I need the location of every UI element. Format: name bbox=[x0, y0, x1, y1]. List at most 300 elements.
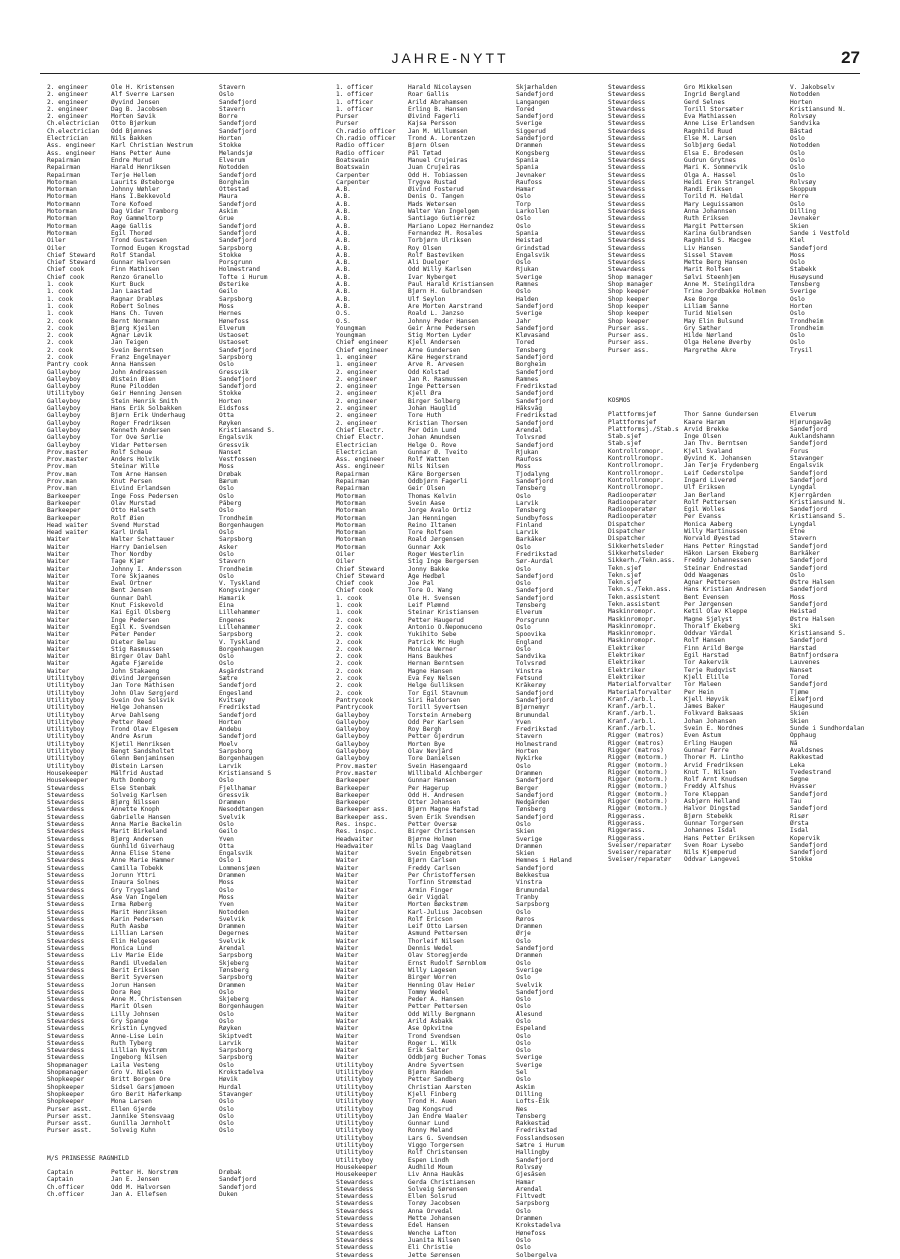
crew-row bbox=[608, 252, 880, 259]
crew-rank: Waiter bbox=[336, 1032, 359, 1040]
crew-row bbox=[336, 719, 606, 726]
crew-name: Glenn Benjaminsen bbox=[111, 755, 175, 763]
crew-row bbox=[47, 894, 309, 901]
crew-rank: Barkeeper bbox=[336, 784, 370, 792]
crew-row bbox=[608, 565, 880, 572]
crew-name: Fernandez M. Rosales bbox=[408, 229, 483, 237]
crew-rank: 2. cook bbox=[47, 317, 74, 325]
crew-row bbox=[608, 842, 880, 849]
crew-rank: Stewardess bbox=[608, 208, 646, 216]
crew-name: Jan M. Willumsen bbox=[408, 127, 468, 135]
crew-row bbox=[336, 1193, 606, 1200]
crew-row bbox=[336, 303, 606, 310]
crew-name: Even Åstum bbox=[684, 732, 722, 740]
crew-hometown: Oslo bbox=[790, 135, 805, 143]
crew-rank: Waiter bbox=[47, 653, 70, 661]
crew-rank: Stewardess bbox=[608, 259, 646, 267]
crew-rank: Purser ass. bbox=[608, 324, 649, 332]
crew-name: Torill Syvertsen bbox=[408, 704, 468, 712]
crew-name: Øivind Fagerli bbox=[408, 113, 461, 121]
crew-name: Dennis Wedel bbox=[408, 945, 453, 953]
crew-name: Ruth Eriksen bbox=[684, 215, 729, 223]
crew-row bbox=[47, 1069, 309, 1076]
crew-row bbox=[47, 398, 309, 405]
crew-row bbox=[336, 821, 606, 828]
crew-hometown: Sandefjord bbox=[516, 988, 554, 996]
crew-row bbox=[47, 1025, 309, 1032]
crew-row bbox=[47, 551, 309, 558]
crew-rank: 1. cook bbox=[47, 310, 74, 318]
crew-row bbox=[608, 433, 880, 440]
crew-row bbox=[608, 783, 880, 790]
crew-row bbox=[336, 485, 606, 492]
crew-rank: Waiter bbox=[336, 996, 359, 1004]
crew-row bbox=[47, 390, 309, 397]
crew-name: Johan Amundsen bbox=[408, 434, 461, 442]
crew-row bbox=[47, 602, 309, 609]
crew-rank: Radio officer bbox=[336, 149, 385, 157]
crew-name: Peder A. Hansen bbox=[408, 996, 464, 1004]
crew-name: Tor Aakervik bbox=[684, 659, 729, 667]
crew-hometown: Skiptvedt bbox=[219, 1032, 253, 1040]
crew-name: Geir Henning Jensen bbox=[111, 390, 182, 398]
crew-hometown: Sverige bbox=[516, 310, 543, 318]
crew-rank: 2. engineer bbox=[336, 375, 377, 383]
crew-name: Jan Terje Frydenberg bbox=[684, 462, 759, 470]
crew-name: Henning Olav Heier bbox=[408, 981, 476, 989]
crew-rank: Carpenter bbox=[336, 171, 370, 179]
crew-hometown: Skien bbox=[516, 828, 535, 836]
crew-row bbox=[47, 872, 309, 879]
crew-rank: Waiter bbox=[336, 1018, 359, 1025]
crew-rank: 2. cook bbox=[47, 324, 74, 332]
crew-hometown: Spoovika bbox=[516, 631, 546, 639]
crew-row bbox=[608, 630, 880, 637]
crew-rank: Shopkeeper bbox=[47, 1090, 85, 1098]
crew-hometown: Sandefjord bbox=[516, 302, 554, 310]
crew-name: Ole H. Svensen bbox=[408, 594, 461, 602]
crew-hometown: Larvik bbox=[219, 1039, 242, 1047]
crew-hometown: Barkåker bbox=[516, 536, 546, 544]
crew-rank: Chief Steward bbox=[47, 251, 96, 259]
crew-hometown: Oslo bbox=[516, 1207, 531, 1215]
crew-name: Wenche Lafton bbox=[408, 1229, 457, 1237]
crew-hometown: Sandefjord bbox=[516, 864, 554, 872]
crew-row bbox=[336, 536, 606, 543]
crew-row bbox=[336, 215, 606, 222]
crew-row bbox=[608, 798, 880, 805]
crew-rank: Waiter bbox=[47, 543, 70, 551]
crew-hometown: Oslo bbox=[516, 1076, 531, 1084]
crew-row bbox=[47, 354, 309, 361]
crew-rank: 2. engineer bbox=[47, 98, 88, 106]
crew-name: Egil Wolles bbox=[684, 506, 725, 514]
crew-name: Freddy Johannessen bbox=[684, 557, 752, 565]
crew-rank: 2. cook bbox=[336, 660, 363, 668]
crew-rank: 2. engineer bbox=[47, 113, 88, 121]
crew-name: Rolf Pettersen bbox=[684, 498, 737, 506]
crew-rank: Stewardess bbox=[608, 237, 646, 245]
crew-hometown: Sarpsborg bbox=[516, 1200, 550, 1208]
crew-rank: Stewardess bbox=[47, 908, 85, 916]
crew-row bbox=[608, 484, 880, 491]
crew-hometown: Nedgården bbox=[516, 799, 550, 807]
crew-hometown: Sunde i Sundhordalan bbox=[790, 725, 865, 733]
crew-hometown: Andebu bbox=[219, 726, 242, 734]
crew-rank: Res. inspc. bbox=[336, 820, 377, 828]
crew-row bbox=[47, 274, 309, 281]
crew-name: Arve R. Arvesen bbox=[408, 361, 464, 369]
crew-rank: Repairman bbox=[336, 478, 370, 486]
crew-hometown: Drammen bbox=[516, 923, 543, 931]
crew-rank: Waiter bbox=[47, 616, 70, 624]
crew-name: Karl-Julius Jacobsen bbox=[408, 908, 483, 916]
crew-rank: Shopkeeper bbox=[47, 1076, 85, 1084]
crew-row bbox=[608, 623, 880, 630]
crew-rank: Rigger (matros) bbox=[608, 746, 664, 754]
crew-row bbox=[47, 493, 309, 500]
crew-row bbox=[47, 865, 309, 872]
crew-rank: 2. engineer bbox=[336, 419, 377, 427]
crew-rank: Utilityboy bbox=[336, 1142, 374, 1150]
crew-hometown: Askim bbox=[219, 208, 238, 216]
crew-rank: A.B. bbox=[336, 302, 351, 310]
crew-row bbox=[47, 135, 309, 142]
crew-name: Kjell Øra bbox=[408, 390, 442, 398]
crew-rank: 2. engineer bbox=[47, 84, 88, 91]
crew-hometown: Filtvedt bbox=[516, 1193, 546, 1201]
crew-hometown: Nesoddtangen bbox=[219, 806, 264, 814]
crew-name: John Stakaeng bbox=[111, 667, 160, 675]
crew-row bbox=[47, 1076, 309, 1083]
crew-row bbox=[47, 106, 309, 113]
crew-name: Kajsa Persson bbox=[408, 120, 457, 128]
crew-name: May Elin Bulsund bbox=[684, 317, 744, 325]
crew-row bbox=[47, 259, 309, 266]
crew-rank: A.B. bbox=[336, 266, 351, 274]
crew-column-1 bbox=[47, 84, 309, 1198]
crew-hometown: Oslo bbox=[790, 200, 805, 208]
crew-row bbox=[336, 1149, 606, 1156]
crew-rank: Shop keeper bbox=[608, 310, 649, 318]
crew-name: Kai Egil Olsberg bbox=[111, 609, 171, 617]
crew-row bbox=[336, 1120, 606, 1127]
crew-row bbox=[47, 952, 309, 959]
crew-hometown: Oslo bbox=[219, 1112, 234, 1120]
crew-name: Turid Nielsen bbox=[684, 310, 733, 318]
crew-row bbox=[336, 434, 606, 441]
crew-row bbox=[336, 522, 606, 529]
crew-rank: Stewardess bbox=[608, 142, 646, 150]
crew-rank: 2. cook bbox=[336, 675, 363, 683]
crew-row bbox=[336, 500, 606, 507]
crew-hometown: Oslo bbox=[790, 164, 805, 172]
crew-name: Franz Engelmayer bbox=[111, 353, 171, 361]
crew-row bbox=[47, 1184, 309, 1191]
crew-rank: Motorman bbox=[47, 222, 77, 230]
crew-row bbox=[336, 1222, 606, 1229]
crew-name: Stig Inge Bergersen bbox=[408, 558, 479, 566]
crew-rank: 2. cook bbox=[47, 339, 74, 347]
crew-hometown: Oslo bbox=[516, 222, 531, 230]
crew-rank: Motorman bbox=[336, 514, 366, 522]
crew-row bbox=[608, 689, 880, 696]
crew-name: Ingrid Bergland bbox=[684, 91, 740, 99]
crew-name: Else M. Larsen bbox=[684, 135, 737, 143]
crew-hometown: Vestfossen bbox=[219, 456, 257, 464]
crew-rank: Purser ass. bbox=[608, 346, 649, 354]
crew-name: Siri Haldorsen bbox=[408, 696, 461, 704]
crew-hometown: Sandefjord bbox=[516, 478, 554, 486]
crew-rank: Galleyboy bbox=[336, 718, 370, 726]
crew-rank: Stewardess bbox=[47, 959, 85, 967]
crew-rank: Waiter bbox=[47, 536, 70, 544]
crew-name: Rolf Hansen bbox=[684, 637, 725, 645]
crew-name: Mariano Lopez Hernandez bbox=[408, 222, 494, 230]
crew-name: Walter Van Ingelgem bbox=[408, 208, 479, 216]
crew-hometown: Sarpsborg bbox=[219, 536, 253, 544]
crew-rank: Ass. engineer bbox=[47, 149, 96, 157]
crew-name: Tor Ove Sørlie bbox=[111, 434, 164, 442]
crew-name: Otto Halseth bbox=[111, 507, 156, 515]
crew-row bbox=[47, 150, 309, 157]
crew-row bbox=[47, 245, 309, 252]
crew-rank: Rigger (motorm.) bbox=[608, 776, 668, 784]
crew-rank: Stewardess bbox=[47, 974, 85, 982]
crew-hometown: Bekkestua bbox=[516, 872, 550, 880]
crew-name: Geir Arne Pedersen bbox=[408, 324, 476, 332]
crew-row bbox=[336, 120, 606, 127]
crew-row bbox=[47, 361, 309, 368]
crew-name: Arne Gundersen bbox=[408, 346, 461, 354]
crew-row bbox=[336, 230, 606, 237]
crew-name: Åse Van Ingelem bbox=[111, 893, 167, 901]
crew-rank: Motorman bbox=[47, 215, 77, 223]
crew-name: Otto Bjørkum bbox=[111, 120, 156, 128]
crew-row bbox=[336, 558, 606, 565]
crew-rank: Prov.man bbox=[47, 485, 77, 493]
crew-name: Roger Fredriksen bbox=[111, 419, 171, 427]
crew-rank: Shop keeper bbox=[608, 302, 649, 310]
crew-row bbox=[608, 411, 880, 418]
crew-hometown: Raufoss bbox=[516, 456, 543, 464]
crew-row bbox=[336, 1142, 606, 1149]
crew-row bbox=[336, 369, 606, 376]
crew-name: Gunnar Ø. Tveito bbox=[408, 448, 468, 456]
crew-rank: Stewardess bbox=[47, 806, 85, 814]
crew-name: Gabrielle Hansen bbox=[111, 813, 171, 821]
crew-name: Hernan Berntsen bbox=[408, 660, 464, 668]
crew-hometown: Oslo bbox=[516, 1244, 531, 1252]
crew-name: Mona Larsen bbox=[111, 1098, 152, 1106]
crew-row bbox=[47, 653, 309, 660]
crew-row bbox=[608, 557, 880, 564]
crew-hometown: Arendal bbox=[219, 945, 246, 953]
crew-name: Sidsel Garsjømoen bbox=[111, 1083, 175, 1091]
crew-rank: A.B. bbox=[336, 259, 351, 267]
crew-rank: Tekn.assistent bbox=[608, 593, 661, 601]
crew-rank: Kontrollromopr. bbox=[608, 462, 664, 470]
crew-rank: Barkeeper bbox=[47, 507, 81, 515]
crew-hometown: Sel bbox=[516, 1069, 528, 1077]
crew-name: Tor Maleen bbox=[684, 681, 722, 689]
crew-rank: Stab.sjef bbox=[608, 433, 642, 441]
crew-name: Tore O. Wang bbox=[408, 587, 453, 595]
crew-name: Inaura Solnes bbox=[111, 879, 160, 887]
crew-hometown: Engenes bbox=[219, 616, 246, 624]
crew-hometown: Trondheim bbox=[790, 317, 824, 325]
crew-name: Anna Elise Stene bbox=[111, 850, 171, 858]
crew-name: Eva Mathiassen bbox=[684, 113, 737, 121]
crew-name: Asbjørn Helland bbox=[684, 798, 740, 806]
crew-rank: A.B. bbox=[336, 273, 351, 281]
crew-rank: Utilityboy bbox=[47, 762, 85, 770]
crew-rank: Waiter bbox=[336, 1003, 359, 1011]
crew-hometown: Rolvsøy bbox=[790, 178, 817, 186]
crew-rank: Elektriker bbox=[608, 666, 646, 674]
crew-hometown: Oslo bbox=[219, 988, 234, 996]
crew-row bbox=[336, 1179, 606, 1186]
crew-rank: A.B. bbox=[336, 237, 351, 245]
crew-name: Petter Gjerdrum bbox=[408, 733, 464, 741]
crew-row bbox=[608, 601, 880, 608]
crew-row bbox=[47, 836, 309, 843]
crew-row bbox=[336, 157, 606, 164]
crew-name: Antonio O.Nepomuceno bbox=[408, 623, 483, 631]
crew-hometown: Oslo bbox=[516, 762, 531, 770]
crew-hometown: Notodden bbox=[219, 908, 249, 916]
crew-rank: A.B. bbox=[336, 229, 351, 237]
crew-hometown: Sandefjord bbox=[790, 601, 828, 608]
crew-row bbox=[336, 1157, 606, 1164]
crew-hometown: Tønsberg bbox=[516, 806, 546, 814]
crew-name: Roy Olsen bbox=[408, 244, 442, 252]
crew-hometown: Spania bbox=[516, 164, 539, 172]
crew-row bbox=[47, 296, 309, 303]
crew-name: Jan Tore Mathisen bbox=[111, 682, 175, 690]
crew-name: Stig Morten Lyder bbox=[408, 332, 472, 340]
crew-row bbox=[336, 806, 606, 813]
crew-row bbox=[336, 566, 606, 573]
crew-name: Else Stenbæk bbox=[111, 784, 156, 792]
crew-row bbox=[336, 967, 606, 974]
crew-rank: Waiter bbox=[336, 1039, 359, 1047]
crew-name: Kåre Hegerstrand bbox=[408, 353, 468, 361]
crew-rank: Plattformsjef bbox=[608, 411, 657, 419]
crew-rank: Galleyboy bbox=[336, 726, 370, 734]
crew-name: Odd Willy Bergmann bbox=[408, 1010, 476, 1018]
crew-name: Roy Gammeltorp bbox=[111, 215, 164, 223]
crew-row bbox=[608, 820, 880, 827]
crew-row bbox=[608, 288, 880, 295]
crew-hometown: Stavern bbox=[219, 558, 246, 566]
crew-rank: Oiler bbox=[336, 558, 355, 566]
crew-name: Gudrun Grytnes bbox=[684, 156, 737, 164]
crew-hometown: Sandefjord bbox=[219, 237, 257, 245]
crew-name: Jan Henningen bbox=[408, 514, 457, 522]
crew-name: Are Morten Aarstrand bbox=[408, 302, 483, 310]
crew-row bbox=[336, 916, 606, 923]
crew-rank: Stewardess bbox=[608, 105, 646, 113]
crew-hometown: Nykirke bbox=[516, 755, 543, 763]
crew-rank: Stewardess bbox=[336, 1244, 374, 1252]
crew-hometown: Oslo bbox=[516, 623, 531, 631]
crew-rank: Rigger (motorm.) bbox=[608, 783, 668, 791]
crew-hometown: Oslo bbox=[516, 543, 531, 551]
crew-hometown: Sandefjord bbox=[790, 790, 828, 798]
crew-row bbox=[47, 500, 309, 507]
crew-name: Lillian Nystrøm bbox=[111, 1047, 167, 1055]
crew-rank: Waiter bbox=[336, 966, 359, 974]
crew-hometown: Bjørnemyr bbox=[516, 704, 550, 712]
crew-rank: 2. engineer bbox=[47, 91, 88, 99]
crew-hometown: Fosslandsosen bbox=[516, 1134, 565, 1142]
crew-rank: Sveiser/reparatør bbox=[608, 856, 672, 864]
crew-row bbox=[336, 617, 606, 624]
crew-hometown: Moss bbox=[790, 593, 805, 601]
crew-rank: Stewardess bbox=[47, 915, 85, 923]
crew-rank: 2. cook bbox=[336, 631, 363, 639]
crew-row bbox=[47, 1047, 309, 1054]
crew-hometown: Engalsvik bbox=[790, 462, 824, 470]
crew-hometown: Skien bbox=[790, 717, 809, 725]
crew-name: Irma Røberg bbox=[111, 901, 152, 909]
crew-row bbox=[336, 332, 606, 339]
crew-row bbox=[47, 208, 309, 215]
crew-name: Kjell Andersen bbox=[408, 339, 461, 347]
crew-rank: 2. cook bbox=[336, 653, 363, 661]
crew-rank: Repairman bbox=[336, 470, 370, 478]
crew-name: Dora Reg bbox=[111, 988, 141, 996]
crew-row bbox=[47, 566, 309, 573]
crew-hometown: Hurdal bbox=[219, 1083, 242, 1091]
crew-rank: Repairman bbox=[47, 171, 81, 179]
crew-name: Gunnar Torgersen bbox=[684, 819, 744, 827]
crew-rank: Stewardess bbox=[608, 149, 646, 157]
crew-hometown: Dilling bbox=[790, 208, 817, 216]
crew-row bbox=[336, 865, 606, 872]
crew-row bbox=[336, 208, 606, 215]
crew-hometown: Sverige bbox=[516, 1061, 543, 1069]
crew-row bbox=[47, 777, 309, 784]
crew-rank: 2. engineer bbox=[47, 105, 88, 113]
crew-name: Dieter Belau bbox=[111, 638, 156, 646]
crew-hometown: Stokke bbox=[790, 856, 813, 864]
crew-hometown: Påberg bbox=[219, 499, 242, 507]
crew-row bbox=[608, 164, 880, 171]
crew-name: Jan R. Rasmussen bbox=[408, 375, 468, 383]
crew-row bbox=[608, 652, 880, 659]
crew-hometown: Risør bbox=[790, 812, 809, 820]
crew-name: Laurits Østeborge bbox=[111, 178, 175, 186]
crew-hometown: Oslo bbox=[219, 1098, 234, 1106]
crew-row bbox=[608, 230, 880, 237]
crew-rank: Chief Steward bbox=[336, 572, 385, 580]
crew-name: Bjørn Olsen bbox=[408, 142, 449, 150]
crew-row bbox=[336, 266, 606, 273]
crew-hometown: Fredrikstad bbox=[516, 1127, 557, 1135]
crew-name: Knut Fiskevold bbox=[111, 602, 164, 610]
crew-rank: Chief Steward bbox=[336, 565, 385, 573]
crew-rank: Stewardess bbox=[47, 1010, 85, 1018]
crew-hometown: Melandsjø bbox=[219, 149, 253, 157]
crew-hometown: Kråkerøy bbox=[516, 682, 546, 690]
crew-name: Arvid Brekke bbox=[684, 425, 729, 433]
crew-row bbox=[47, 536, 309, 543]
crew-name: Audhild Moum bbox=[408, 1163, 453, 1171]
crew-rank: Head waiter bbox=[47, 521, 88, 529]
crew-rank: Dispatcher bbox=[608, 528, 646, 536]
